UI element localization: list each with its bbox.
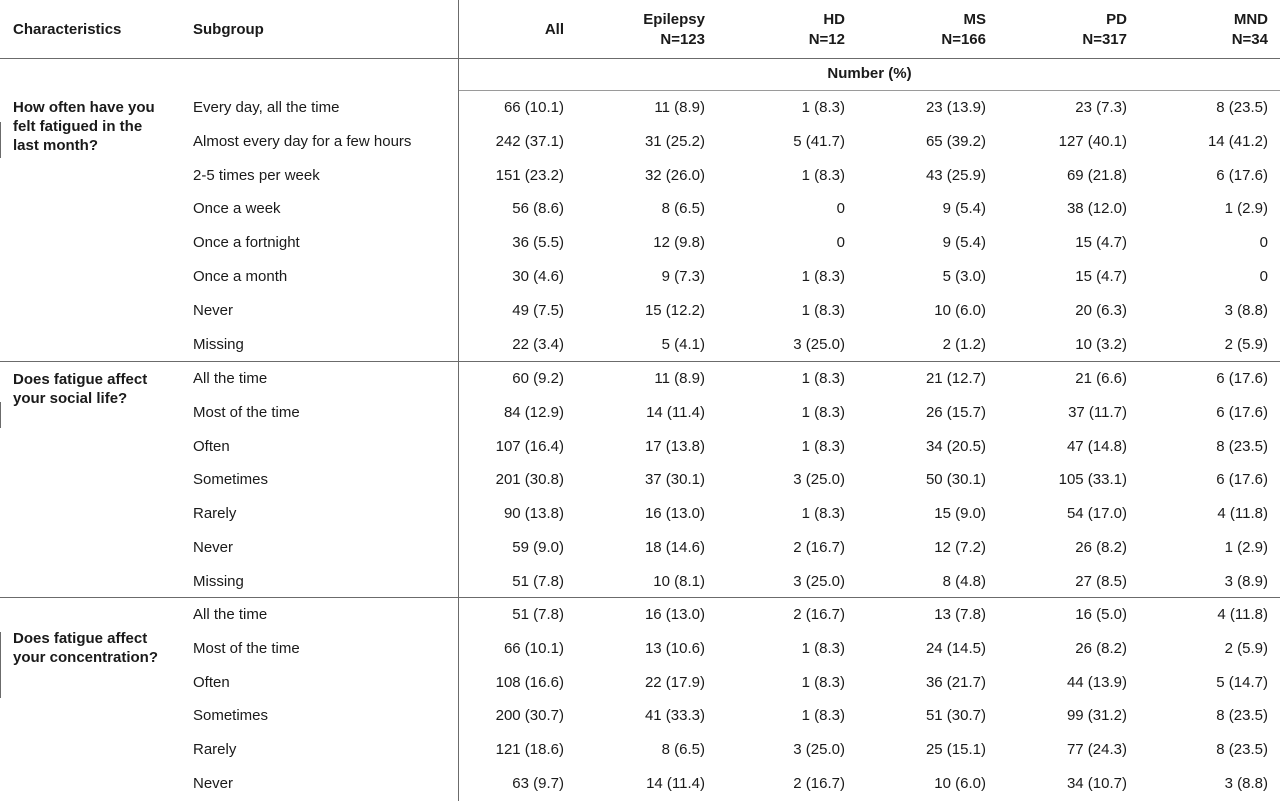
all-cell: 56 (8.6) xyxy=(512,200,564,218)
subgroup-cell: Every day, all the time xyxy=(193,99,340,116)
table-row xyxy=(0,733,1280,767)
ms-cell: 43 (25.9) xyxy=(925,166,986,184)
table-row xyxy=(0,226,1280,260)
ms-cell: 9 (5.4) xyxy=(942,200,986,218)
mnd-cell: 14 (41.2) xyxy=(1207,132,1268,150)
mnd-cell: 6 (17.6) xyxy=(1216,471,1268,489)
subgroup-cell: Never xyxy=(193,775,234,792)
mnd-cell: 3 (8.8) xyxy=(1224,775,1268,792)
pd-cell: 69 (21.8) xyxy=(1066,166,1127,184)
pd-cell: 34 (10.7) xyxy=(1066,775,1127,792)
header-ms-n: N=166 xyxy=(941,31,986,48)
hd-cell: 1 (8.3) xyxy=(801,505,845,523)
epilepsy-cell: 16 (13.0) xyxy=(644,606,705,623)
all-cell: 49 (7.5) xyxy=(512,301,564,319)
subgroup-cell: Most of the time xyxy=(193,403,300,421)
pd-cell: 54 (17.0) xyxy=(1066,505,1127,523)
hd-cell: 0 xyxy=(836,200,845,218)
table-row xyxy=(0,497,1280,531)
table-row xyxy=(0,328,1280,362)
hd-cell: 2 (16.7) xyxy=(793,606,845,623)
epilepsy-cell: 41 (33.3) xyxy=(644,707,705,725)
epilepsy-cell: 22 (17.9) xyxy=(644,673,705,691)
mnd-cell: 8 (23.5) xyxy=(1216,707,1268,725)
all-cell: 51 (7.8) xyxy=(512,572,564,590)
pd-cell: 26 (8.2) xyxy=(1075,639,1127,657)
pd-cell: 27 (8.5) xyxy=(1075,572,1127,590)
pd-cell: 44 (13.9) xyxy=(1066,673,1127,691)
ms-cell: 12 (7.2) xyxy=(934,539,986,556)
hd-cell: 3 (25.0) xyxy=(793,741,845,759)
epilepsy-cell: 14 (11.4) xyxy=(646,775,705,792)
pd-cell: 20 (6.3) xyxy=(1075,301,1127,319)
ms-cell: 24 (14.5) xyxy=(925,639,986,657)
subgroup-cell: All the time xyxy=(193,606,268,623)
characteristic-label: How often have you felt fatigued in the last month? xyxy=(13,99,155,154)
hd-cell: 1 (8.3) xyxy=(801,370,845,387)
ms-cell: 23 (13.9) xyxy=(925,99,986,116)
hd-cell: 0 xyxy=(836,234,845,252)
epilepsy-cell: 37 (30.1) xyxy=(644,471,705,489)
ms-cell: 13 (7.8) xyxy=(934,606,986,623)
table-row xyxy=(0,260,1280,294)
subgroup-cell: Rarely xyxy=(193,741,237,759)
ms-cell: 25 (15.1) xyxy=(925,741,986,759)
hd-cell: 1 (8.3) xyxy=(801,301,845,319)
all-cell: 200 (30.7) xyxy=(495,707,564,725)
mnd-cell: 0 xyxy=(1259,234,1268,252)
mnd-cell: 3 (8.9) xyxy=(1224,572,1268,590)
epilepsy-cell: 13 (10.6) xyxy=(644,639,705,657)
characteristic-label: Does fatigue affect your concentration? xyxy=(13,630,159,666)
epilepsy-cell: 8 (6.5) xyxy=(661,200,705,218)
ms-cell: 2 (1.2) xyxy=(942,335,986,353)
table-row xyxy=(0,767,1280,801)
all-cell: 66 (10.1) xyxy=(503,639,564,657)
all-cell: 59 (9.0) xyxy=(512,539,564,556)
mnd-cell: 6 (17.6) xyxy=(1216,403,1268,421)
mnd-cell: 6 (17.6) xyxy=(1216,166,1268,184)
pd-cell: 23 (7.3) xyxy=(1075,99,1127,116)
table-row xyxy=(0,159,1280,193)
subgroup-cell: Never xyxy=(193,539,234,556)
epilepsy-cell: 8 (6.5) xyxy=(661,741,705,759)
mnd-cell: 8 (23.5) xyxy=(1216,437,1268,455)
all-cell: 63 (9.7) xyxy=(512,775,564,792)
ms-cell: 10 (6.0) xyxy=(934,301,986,319)
pd-cell: 38 (12.0) xyxy=(1066,200,1127,218)
subgroup-cell: 2-5 times per week xyxy=(193,166,320,184)
all-cell: 121 (18.6) xyxy=(495,741,564,759)
header-ms: MS xyxy=(963,11,986,28)
table-row xyxy=(0,430,1280,464)
subgroup-cell: Almost every day for a few hours xyxy=(193,132,412,150)
pd-cell: 10 (3.2) xyxy=(1075,335,1127,353)
header-hd: HD xyxy=(823,11,845,28)
mnd-cell: 1 (2.9) xyxy=(1224,200,1268,218)
hd-cell: 1 (8.3) xyxy=(801,437,845,455)
subgroup-cell: Once a fortnight xyxy=(193,234,300,252)
table-row xyxy=(0,396,1280,430)
number-percent-label: Number (%) xyxy=(827,65,912,82)
all-cell: 84 (12.9) xyxy=(503,403,564,421)
table-row xyxy=(0,192,1280,226)
ms-cell: 21 (12.7) xyxy=(925,370,986,387)
hd-cell: 1 (8.3) xyxy=(801,707,845,725)
epilepsy-cell: 31 (25.2) xyxy=(644,132,705,150)
hd-cell: 1 (8.3) xyxy=(801,99,845,116)
mnd-cell: 5 (14.7) xyxy=(1216,673,1268,691)
ms-cell: 26 (15.7) xyxy=(925,403,986,421)
epilepsy-cell: 15 (12.2) xyxy=(644,301,705,319)
table-row xyxy=(0,699,1280,733)
table-row xyxy=(0,666,1280,700)
subgroup-cell: Rarely xyxy=(193,505,237,523)
mnd-cell: 8 (23.5) xyxy=(1216,741,1268,759)
ms-cell: 51 (30.7) xyxy=(925,707,986,725)
header-all: All xyxy=(544,21,564,38)
all-cell: 107 (16.4) xyxy=(495,437,564,455)
ms-cell: 9 (5.4) xyxy=(942,234,986,252)
all-cell: 30 (4.6) xyxy=(512,268,564,285)
table-row xyxy=(0,463,1280,497)
pd-cell: 47 (14.8) xyxy=(1066,437,1127,455)
table-row xyxy=(0,362,1280,396)
header-epilepsy: Epilepsy xyxy=(643,11,705,28)
pd-cell: 37 (11.7) xyxy=(1068,403,1127,421)
epilepsy-cell: 17 (13.8) xyxy=(644,437,705,455)
hd-cell: 3 (25.0) xyxy=(793,335,845,353)
hd-cell: 2 (16.7) xyxy=(793,775,845,792)
mnd-cell: 3 (8.8) xyxy=(1224,301,1268,319)
epilepsy-cell: 11 (8.9) xyxy=(654,99,705,116)
header-pd-n: N=317 xyxy=(1082,31,1127,48)
all-cell: 22 (3.4) xyxy=(512,335,564,353)
epilepsy-cell: 18 (14.6) xyxy=(644,539,705,556)
epilepsy-cell: 16 (13.0) xyxy=(644,505,705,523)
epilepsy-cell: 10 (8.1) xyxy=(653,572,705,590)
hd-cell: 3 (25.0) xyxy=(793,572,845,590)
subgroup-cell: Missing xyxy=(193,335,244,353)
all-cell: 242 (37.1) xyxy=(495,132,564,150)
table-row xyxy=(0,632,1280,666)
hd-cell: 1 (8.3) xyxy=(801,639,845,657)
ms-cell: 50 (30.1) xyxy=(925,471,986,489)
epilepsy-cell: 14 (11.4) xyxy=(646,403,705,421)
pd-cell: 77 (24.3) xyxy=(1066,741,1127,759)
mnd-cell: 6 (17.6) xyxy=(1216,370,1268,387)
characteristic-label: Does fatigue affect your social life? xyxy=(13,371,148,407)
ms-cell: 65 (39.2) xyxy=(925,132,986,150)
all-cell: 66 (10.1) xyxy=(503,99,564,116)
pd-cell: 127 (40.1) xyxy=(1058,132,1127,150)
mnd-cell: 8 (23.5) xyxy=(1216,99,1268,116)
ms-cell: 15 (9.0) xyxy=(934,505,986,523)
all-cell: 108 (16.6) xyxy=(495,673,564,691)
ms-cell: 10 (6.0) xyxy=(934,775,986,792)
ms-cell: 8 (4.8) xyxy=(942,572,986,590)
hd-cell: 2 (16.7) xyxy=(793,539,845,556)
mnd-cell: 1 (2.9) xyxy=(1224,539,1268,556)
subgroup-cell: Often xyxy=(193,437,230,455)
pd-cell: 15 (4.7) xyxy=(1075,268,1127,285)
mnd-cell: 4 (11.8) xyxy=(1217,505,1268,523)
epilepsy-cell: 32 (26.0) xyxy=(644,166,705,184)
subgroup-cell: Sometimes xyxy=(193,707,269,725)
epilepsy-cell: 12 (9.8) xyxy=(653,234,705,252)
all-cell: 90 (13.8) xyxy=(503,505,564,523)
epilepsy-cell: 5 (4.1) xyxy=(661,335,705,353)
hd-cell: 1 (8.3) xyxy=(801,268,845,285)
pd-cell: 21 (6.6) xyxy=(1075,370,1127,387)
ms-cell: 34 (20.5) xyxy=(925,437,986,455)
all-cell: 36 (5.5) xyxy=(512,234,564,252)
header-mnd-n: N=34 xyxy=(1231,31,1268,48)
hd-cell: 3 (25.0) xyxy=(793,471,845,489)
header-rule xyxy=(0,58,1280,59)
mnd-cell: 2 (5.9) xyxy=(1224,639,1268,657)
subgroup-cell: Missing xyxy=(193,572,244,590)
ms-cell: 5 (3.0) xyxy=(942,268,986,285)
epilepsy-cell: 11 (8.9) xyxy=(654,370,705,387)
all-cell: 60 (9.2) xyxy=(512,370,564,387)
hd-cell: 1 (8.3) xyxy=(801,403,845,421)
subgroup-cell: Once a week xyxy=(193,200,281,218)
table-row xyxy=(0,565,1280,599)
pd-cell: 99 (31.2) xyxy=(1066,707,1127,725)
epilepsy-cell: 9 (7.3) xyxy=(661,268,705,285)
all-cell: 51 (7.8) xyxy=(512,606,564,623)
header-hd-n: N=12 xyxy=(808,31,845,48)
subgroup-cell: Sometimes xyxy=(193,471,269,489)
header-subgroup: Subgroup xyxy=(193,21,264,38)
table-row xyxy=(0,125,1280,159)
header-pd: PD xyxy=(1106,11,1127,28)
pd-cell: 15 (4.7) xyxy=(1075,234,1127,252)
subgroup-cell: Never xyxy=(193,301,234,319)
table-row xyxy=(0,294,1280,328)
table-row xyxy=(0,531,1280,565)
ms-cell: 36 (21.7) xyxy=(925,673,986,691)
hd-cell: 1 (8.3) xyxy=(801,673,845,691)
mnd-cell: 0 xyxy=(1259,268,1268,285)
pd-cell: 16 (5.0) xyxy=(1075,606,1127,623)
all-cell: 201 (30.8) xyxy=(495,471,564,489)
header-epilepsy-n: N=123 xyxy=(660,31,705,48)
hd-cell: 5 (41.7) xyxy=(793,132,845,150)
table-row xyxy=(0,91,1280,125)
pd-cell: 26 (8.2) xyxy=(1075,539,1127,556)
header-mnd: MND xyxy=(1233,11,1268,28)
mnd-cell: 4 (11.8) xyxy=(1217,606,1268,623)
hd-cell: 1 (8.3) xyxy=(801,166,845,184)
header-characteristics: Characteristics xyxy=(13,21,122,38)
subgroup-cell: Often xyxy=(193,673,230,691)
subgroup-cell: Once a month xyxy=(193,268,288,285)
subgroup-cell: All the time xyxy=(193,370,268,387)
mnd-cell: 2 (5.9) xyxy=(1224,335,1268,353)
subgroup-cell: Most of the time xyxy=(193,639,300,657)
all-cell: 151 (23.2) xyxy=(495,166,564,184)
pd-cell: 105 (33.1) xyxy=(1058,471,1127,489)
table-row xyxy=(0,598,1280,632)
